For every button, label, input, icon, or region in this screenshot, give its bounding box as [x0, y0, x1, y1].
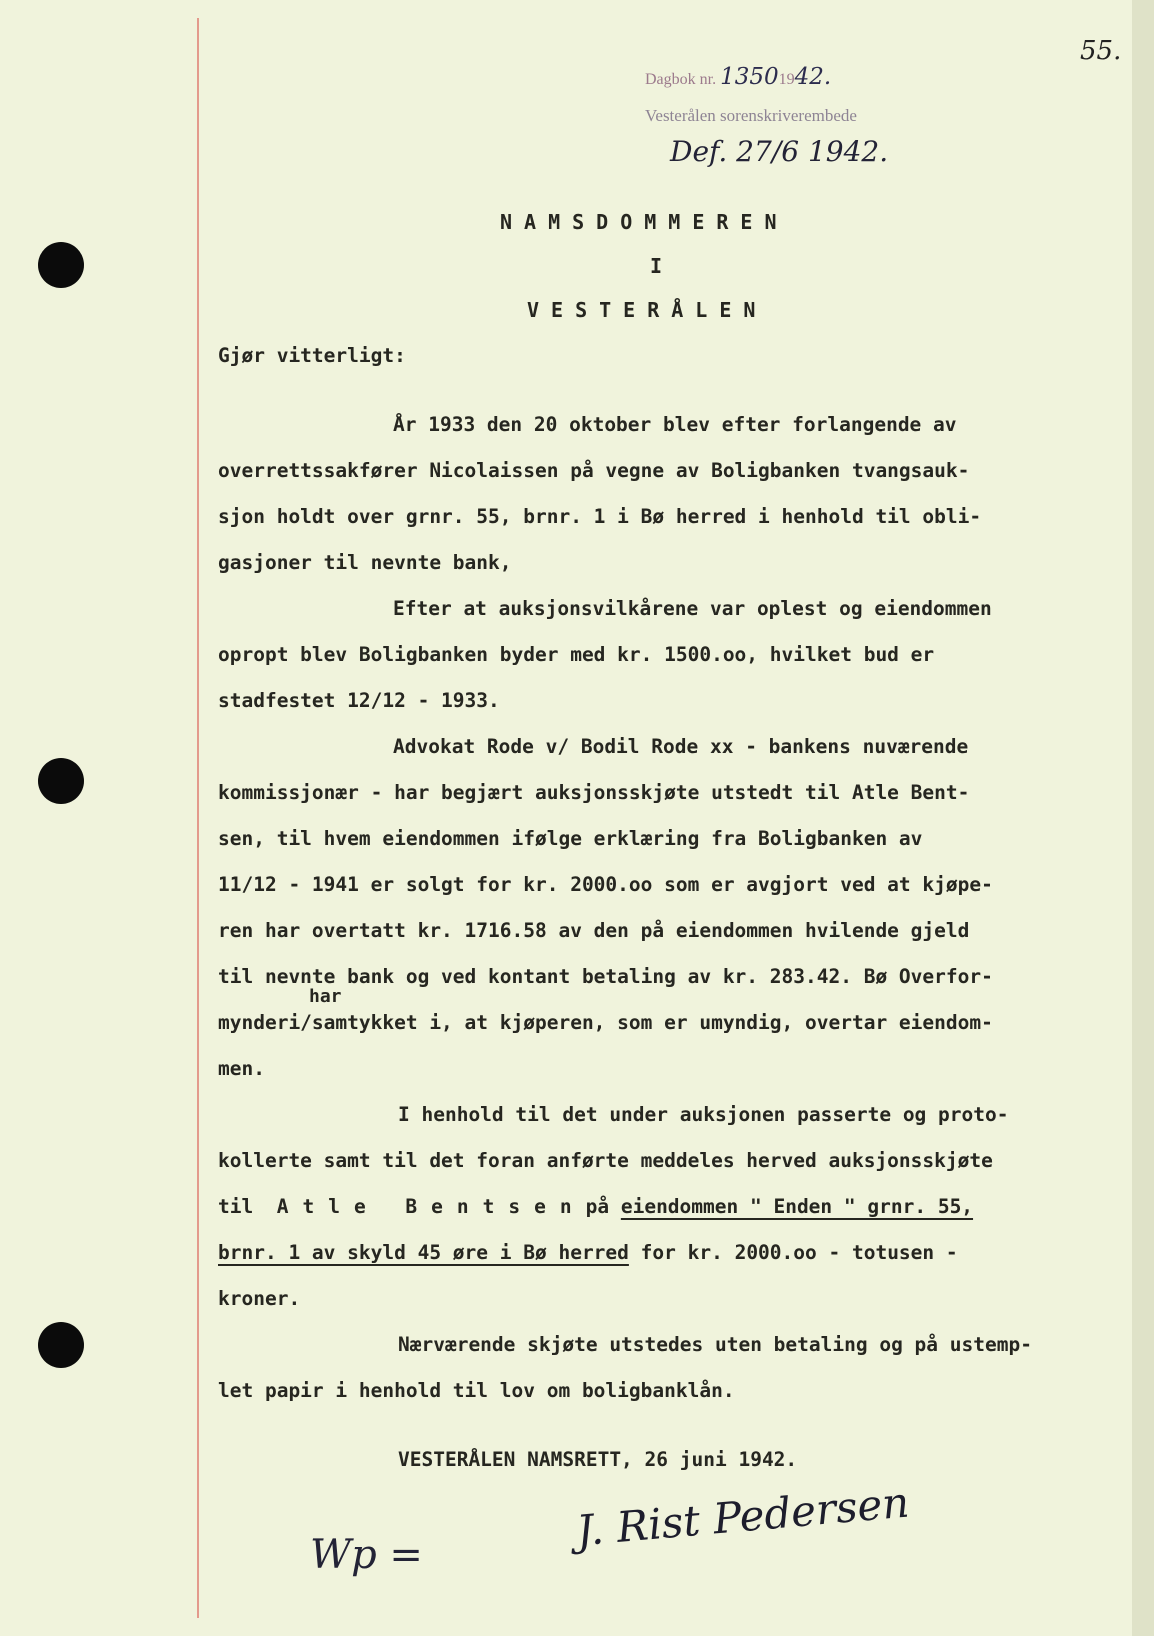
closing-line: VESTERÅLEN NAMSRETT, 26 juni 1942.	[398, 1448, 798, 1471]
body-line: ren har overtatt kr. 1716.58 av den på eiendommen hvilende gjeld	[218, 919, 970, 942]
page-number: 55.	[1080, 36, 1122, 66]
stamp-number: 1350	[720, 64, 779, 90]
punch-hole-icon	[38, 242, 84, 288]
body-line: 11/12 - 1941 er solgt for kr. 2000.oo som er avgjort ved at kjøpe-	[218, 873, 993, 896]
punch-hole-icon	[38, 758, 84, 804]
signature: J. Rist Pedersen	[574, 1477, 912, 1556]
body-line: sen, til hvem eiendommen ifølge erklæring fra Boligbanken av	[218, 827, 923, 850]
stamp-year: 42.	[794, 64, 832, 90]
body-line: men.	[218, 1057, 265, 1080]
stamp-label: Dagbok nr.	[645, 71, 717, 88]
body-line: Nærværende skjøte utstedes uten betaling og på ustemp-	[398, 1333, 1032, 1356]
property-reference: brnr. 1 av skyld 45 øre i Bø herred	[218, 1241, 629, 1264]
property-reference: eiendommen " Enden " grnr. 55,	[620, 1195, 974, 1218]
stamp-year-prefix: 19	[778, 71, 795, 88]
stamp-office: Vesterålen sorenskriverembede	[645, 106, 857, 125]
body-line: kollerte samt til det foran anførte meddeles herved auksjonsskjøte	[218, 1149, 993, 1172]
buyer-name: Atle Bentsen	[276, 1195, 586, 1218]
heading-preposition: I	[650, 254, 675, 278]
body-line: kommissjonær - har begjært auksjonsskjøte utstedt til Atle Bent-	[218, 781, 970, 804]
body-word: til	[218, 1195, 254, 1218]
body-line: opropt blev Boligbanken byder med kr. 1500.oo, hvilket bud er	[218, 643, 935, 666]
body-line: overrettssakfører Nicolaissen på vegne av Boligbanken tvangsauk-	[218, 459, 970, 482]
heading-region: VESTERÅLEN	[527, 298, 768, 322]
body-line: I henhold til det under auksjonen passerte og proto-	[398, 1103, 1009, 1126]
margin-rule	[197, 18, 199, 1618]
heading-title: NAMSDOMMEREN	[500, 210, 789, 234]
body-line: kroner.	[218, 1287, 301, 1310]
body-line: Advokat Rode v/ Bodil Rode xx - bankens nuværende	[393, 735, 969, 758]
page-edge	[1132, 0, 1154, 1636]
body-line: gasjoner til nevnte bank,	[218, 551, 512, 574]
registry-stamp	[645, 64, 831, 90]
intro-text: Gjør vitterligt:	[218, 344, 406, 367]
body-line: stadfestet 12/12 - 1933.	[218, 689, 500, 712]
registration-date: Def. 27/6 1942.	[670, 135, 889, 168]
body-line: sjon holdt over grnr. 55, brnr. 1 i Bø herred i henhold til obli-	[218, 505, 982, 528]
inserted-word: har	[309, 986, 342, 1007]
body-word: på	[585, 1195, 610, 1218]
body-line: År 1933 den 20 oktober blev efter forlangende av	[393, 413, 957, 436]
body-line: let papir i henhold til lov om boligbanklån.	[218, 1379, 735, 1402]
handwritten-initials: Wp =	[310, 1532, 423, 1578]
body-word: for kr. 2000.oo - totusen -	[640, 1241, 958, 1264]
body-line: mynderi/samtykket i, at kjøperen, som er umyndig, overtar eiendom-	[218, 1011, 993, 1034]
punch-hole-icon	[38, 1322, 84, 1368]
body-line: til nevnte bank og ved kontant betaling av kr. 283.42. Bø Overfor-	[218, 965, 993, 988]
body-line: Efter at auksjonsvilkårene var oplest og eiendommen	[393, 597, 992, 620]
body-line	[218, 1197, 973, 1217]
body-line	[218, 1243, 958, 1263]
